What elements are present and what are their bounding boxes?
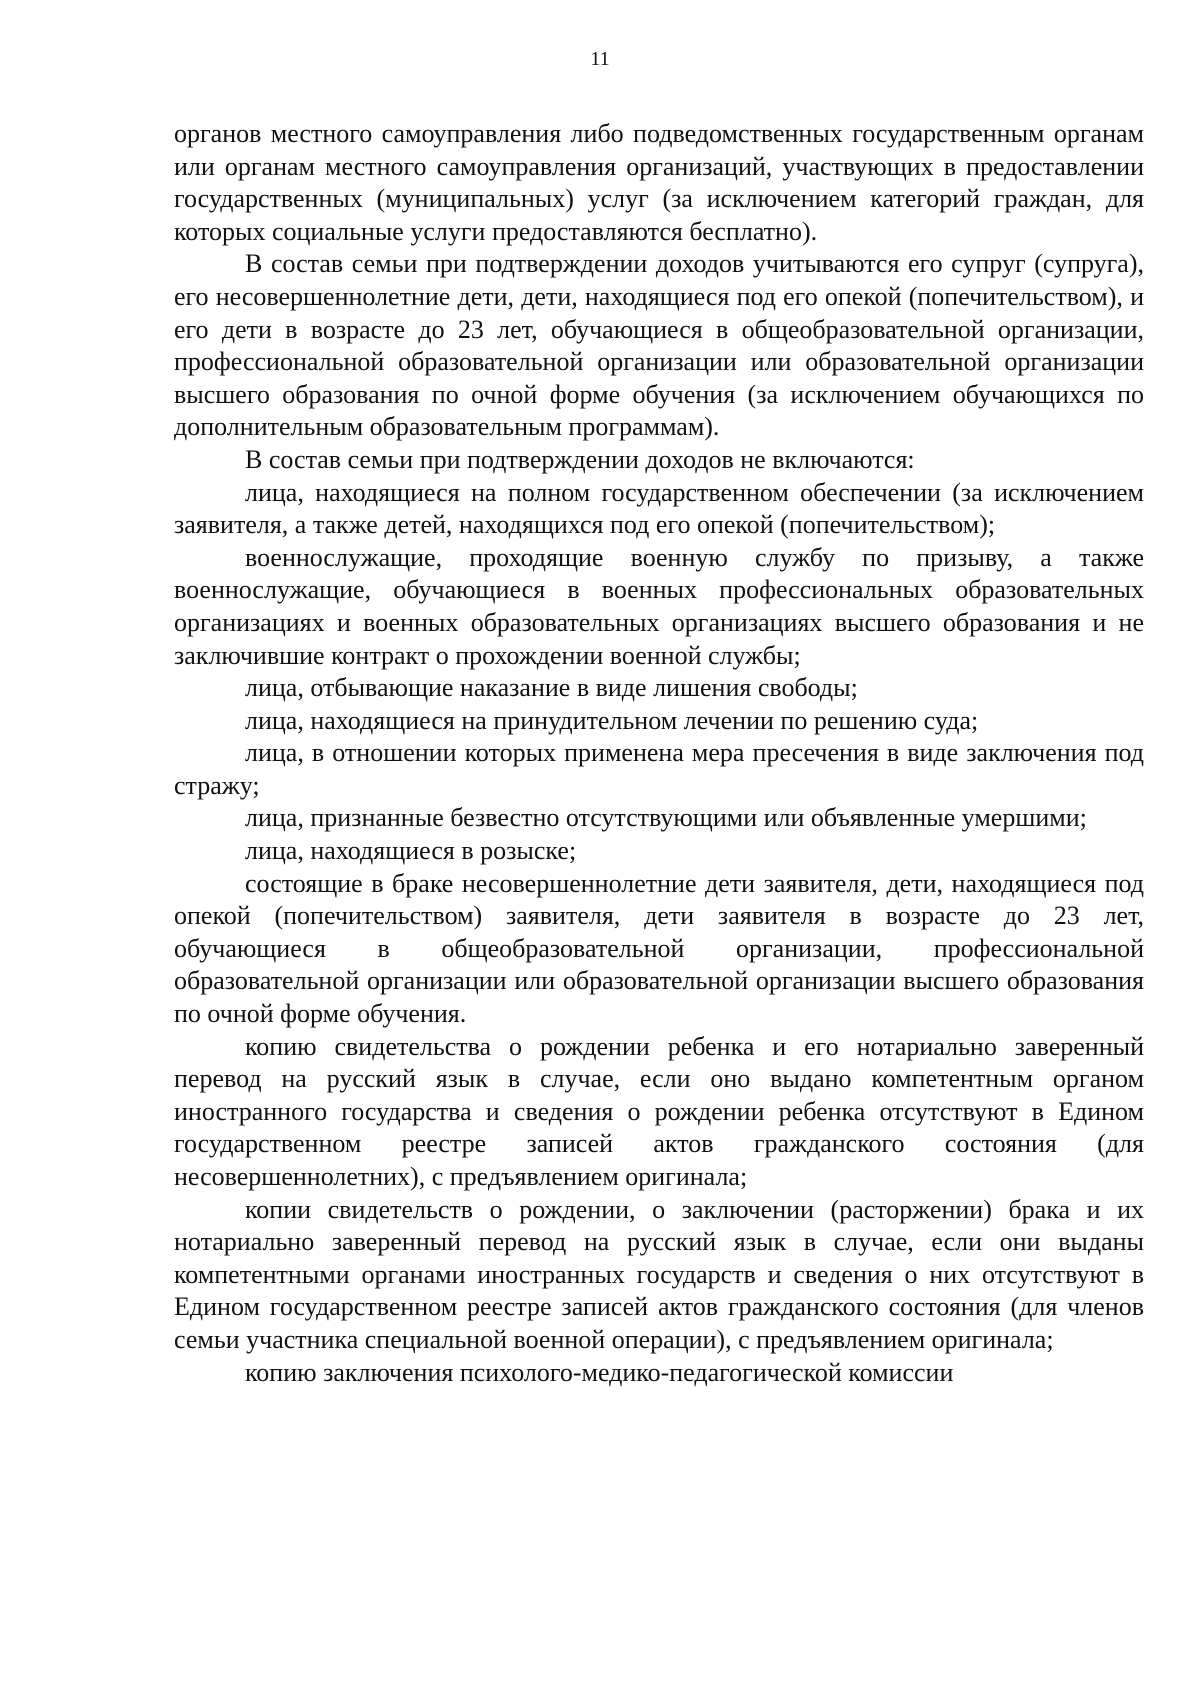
list-item: лица, находящиеся в розыске;	[245, 836, 577, 866]
paragraph-marriage-certificates: копии свидетельств о рождении, о заключении (расторжении) брака и их нотариально заверенный перевод на русский язык в случае, если они выданы компетентными органами иностранных государств и сведения о них отсутствуют в Едином государственном реестре записей актов гражданского состояния (для членов семьи участника специальной военной операции), с предъявлением оригинала;	[174, 1194, 1144, 1354]
list-item: лица, находящиеся на принудительном лечении по решению суда;	[245, 705, 979, 735]
list-item: военнослужащие, проходящие военную службу по призыву, а также военнослужащие, обучающиеся в военных профессиональных образовательных организациях и военных образовательных организациях высшего образования и не заключившие контракт о прохождении военной службы;	[174, 542, 1144, 670]
document-body	[174, 118, 1144, 1389]
list-item: состоящие в браке несовершеннолетние дети заявителя, дети, находящиеся под опекой (попечительством) заявителя, дети заявителя в возрасте до 23 лет, обучающиеся в общеобразовательной организации, профессиональной образовательной организации или образовательной организации высшего образования по очной форме обучения.	[174, 868, 1144, 1029]
list-item: лица, в отношении которых применена мера пресечения в виде заключения под стражу;	[174, 738, 1144, 800]
paragraph-family-composition: В состав семьи при подтверждении доходов учитываются его супруг (супруга), его несовершеннолетние дети, дети, находящиеся под его опекой (попечительством), и его дети в возрасте до 23 лет, обучающиеся в общеобразовательной организации, профессиональной образовательной организации или образовательной организации высшего образования по очной форме обучения (за исключением обучающихся по дополнительным образовательным программам).	[174, 249, 1144, 442]
paragraph-commission-conclusion: копию заключения психолого-медико-педагогической комиссии	[245, 1357, 954, 1387]
list-item: лица, отбывающие наказание в виде лишения свободы;	[245, 673, 858, 703]
paragraph-birth-certificate: копию свидетельства о рождении ребенка и его нотариально заверенный перевод на русский язык в случае, если оно выдано компетентным органом иностранного государства и сведения о рождении ребенка отсутствуют в Едином государственном реестре записей актов гражданского состояния (для несовершеннолетних), с предъявлением оригинала;	[174, 1031, 1144, 1191]
page-number: 11	[590, 48, 610, 70]
list-item: лица, находящиеся на полном государственном обеспечении (за исключением заявителя, а также детей, находящихся под его опекой (попечительством);	[174, 477, 1144, 540]
list-item: лица, признанные безвестно отсутствующими или объявленные умершими;	[245, 803, 1087, 833]
paragraph-exclusions-heading: В состав семьи при подтверждении доходов не включаются:	[245, 444, 915, 474]
paragraph-continuation: органов местного самоуправления либо подведомственных государственным органам или органам местного самоуправления организаций, участвующих в предоставлении государственных (муниципальных) услуг (за исключением категорий граждан, для которых социальные услуги предоставляются бесплатно).	[174, 119, 1144, 246]
